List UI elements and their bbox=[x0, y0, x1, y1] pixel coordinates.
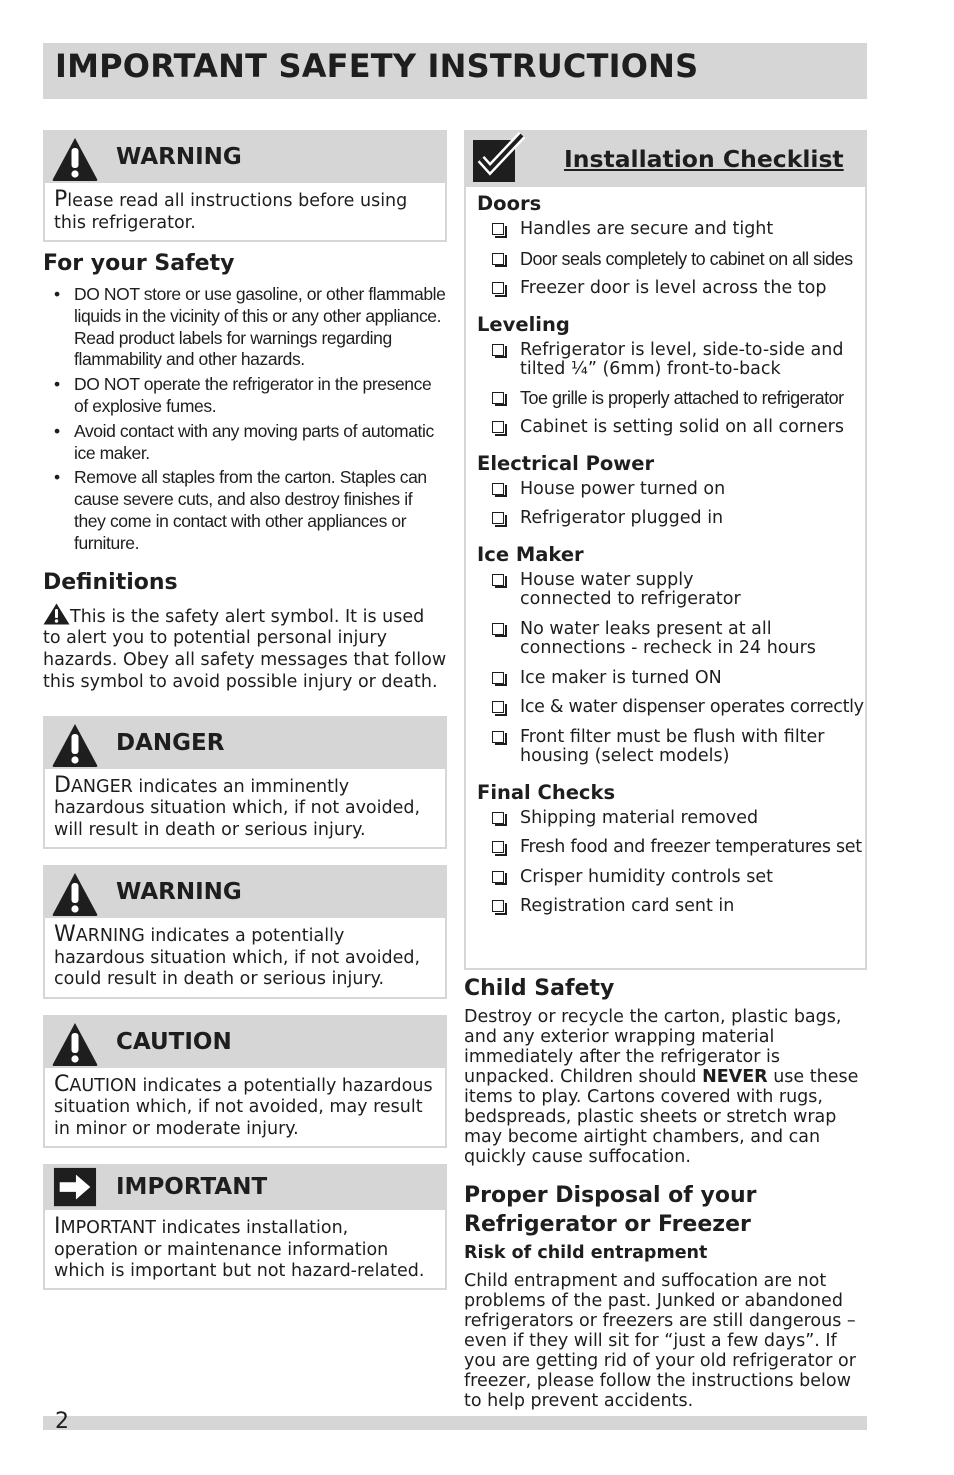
definitions-body: This is the safety alert symbol. It is used to alert you to potential personal injury hazards. Obey all safety messages that follow this symbol to avoid possible injury or death. bbox=[43, 606, 447, 692]
arrow-right-icon bbox=[51, 1166, 99, 1210]
list-item-text: Avoid contact with any moving parts of automatic ice maker. bbox=[74, 420, 434, 463]
warning-triangle-icon bbox=[51, 871, 99, 917]
checkbox-icon bbox=[492, 512, 504, 524]
lead-letter: C bbox=[54, 1071, 70, 1097]
checklist-item-text: Cabinet is setting solid on all corners bbox=[520, 417, 844, 437]
installation-checklist bbox=[464, 130, 867, 970]
important-box bbox=[43, 1164, 447, 1290]
checkbox-icon bbox=[492, 871, 504, 883]
checklist-item-text: Shipping material removed bbox=[520, 807, 759, 828]
checklist-item bbox=[477, 480, 865, 500]
checkbox-icon bbox=[492, 900, 504, 912]
checklist-item-text: Ice & water dispenser operates correctly bbox=[520, 697, 864, 717]
warning-triangle-icon bbox=[51, 1021, 99, 1067]
lead-letter: I bbox=[54, 1214, 61, 1240]
danger-header bbox=[45, 718, 445, 769]
warning-signal-word: WARNING bbox=[116, 879, 242, 906]
checklist-item bbox=[477, 250, 865, 270]
checklist-item bbox=[477, 868, 865, 888]
checkbox-icon bbox=[492, 483, 504, 495]
checklist-item-text: Toe grille is properly attached to refrigerator bbox=[520, 387, 844, 408]
group-heading: Ice Maker bbox=[477, 542, 584, 566]
footer-bar bbox=[43, 1416, 867, 1430]
checklist-item bbox=[477, 341, 865, 379]
checklist-group-final-checks bbox=[466, 781, 865, 917]
checkbox-icon bbox=[492, 812, 504, 824]
lead-letter: W bbox=[54, 922, 76, 948]
checklist-item bbox=[477, 279, 865, 299]
checklist-item bbox=[477, 669, 865, 689]
checkbox-icon bbox=[492, 344, 504, 356]
important-body: indicates installation, operation or maintenance information which is important but not hazard-related. bbox=[54, 1218, 425, 1282]
checklist-item bbox=[477, 809, 865, 829]
checklist-group-leveling bbox=[466, 313, 865, 438]
checklist-item-text: Refrigerator is level, side-to-side and tilted ¼” (6mm) front-to-back bbox=[520, 339, 844, 379]
warning-intro-signal-word: WARNING bbox=[116, 144, 242, 170]
checklist-item bbox=[477, 698, 865, 718]
list-item: • Avoid contact with any moving parts of automatic ice maker. bbox=[54, 420, 434, 463]
child-safety-body: Destroy or recycle the carton, plastic bags, and any exterior wrapping material immediately after the refrigerator is unpacked. Children should bbox=[464, 1007, 842, 1087]
danger-signal-word: DANGER bbox=[116, 729, 225, 756]
list-item-text: Remove all staples from the carton. Staples can cause severe cuts, and also destroy finishes if they come in contact with other appliances or furniture. bbox=[74, 467, 427, 553]
checklist-item bbox=[477, 509, 865, 529]
right-column bbox=[464, 130, 867, 1411]
left-column bbox=[43, 130, 447, 1306]
disposal-text: Child entrapment and suffocation are not problems of the past. Junked or abandoned refrigerators or freezers are still dangerous – even if they will sit for “just a few days”. If you are getting rid of your old refrigerator or freezer, please follow the instructions below to help prevent accidents. bbox=[464, 1271, 856, 1411]
definitions-text bbox=[43, 603, 447, 694]
list-item-text: DO NOT store or use gasoline, or other flammable liquids in the vicinity of this or any other appliance. Read product labels for warnings regarding flammability and other hazards. bbox=[74, 284, 446, 370]
warning-body: indicates a potentially hazardous situation which, if not avoided, could result in death or serious injury. bbox=[54, 926, 421, 990]
page-number: 2 bbox=[55, 1409, 69, 1434]
checkbox-icon bbox=[492, 282, 504, 294]
warning-intro-box bbox=[43, 130, 447, 242]
checklist-item-text: Door seals completely to cabinet on all sides bbox=[520, 248, 853, 269]
checklist-item-text: Front filter must be flush with filter housing (select models) bbox=[520, 726, 825, 766]
checkbox-icon bbox=[492, 841, 504, 853]
warning-triangle-icon bbox=[51, 136, 99, 182]
checkbox-icon bbox=[492, 672, 504, 684]
lead-rest: ARNING bbox=[75, 926, 145, 947]
checklist-item-text: House power turned on bbox=[520, 478, 726, 499]
group-heading: Electrical Power bbox=[477, 451, 655, 475]
warning-intro-body: lease read all instructions before using this refrigerator. bbox=[54, 191, 408, 233]
checkbox-icon bbox=[492, 623, 504, 635]
list-item-text: DO NOT operate the refrigerator in the presence of explosive fumes. bbox=[74, 374, 432, 416]
caution-text bbox=[45, 1068, 445, 1147]
checklist-item bbox=[477, 897, 865, 917]
safety-alert-icon bbox=[43, 603, 70, 625]
checklist-item-text: Ice maker is turned ON bbox=[520, 667, 722, 688]
checklist-group-electrical bbox=[466, 452, 865, 529]
checklist-item-text: House water supply connected to refrigerator bbox=[520, 569, 741, 609]
checklist-item bbox=[477, 728, 865, 767]
group-heading: Leveling bbox=[477, 312, 570, 336]
checklist-item bbox=[477, 389, 865, 409]
warning-intro-text bbox=[45, 183, 445, 240]
lead-rest: ANGER bbox=[70, 776, 133, 797]
warning-box bbox=[43, 865, 447, 999]
page-title-bar bbox=[43, 43, 867, 99]
lead-rest: AUTION bbox=[69, 1075, 137, 1096]
disposal-subheading: Risk of child entrapment bbox=[464, 1243, 708, 1263]
checkbox-icon bbox=[492, 701, 504, 713]
checklist-item bbox=[477, 838, 865, 858]
child-safety-emphasis: NEVER bbox=[702, 1067, 768, 1087]
checklist-item-text: Fresh food and freezer temperatures set bbox=[520, 837, 862, 857]
checklist-item-text: Freezer door is level across the top bbox=[520, 278, 827, 298]
list-item: • DO NOT operate the refrigerator in the presence of explosive fumes. bbox=[54, 374, 432, 416]
caution-header bbox=[45, 1017, 445, 1068]
caution-signal-word: CAUTION bbox=[116, 1028, 232, 1055]
child-safety-text bbox=[464, 1007, 867, 1167]
checklist-item bbox=[477, 571, 865, 610]
checklist-item bbox=[477, 620, 865, 659]
checkbox-icon bbox=[492, 223, 504, 235]
list-item: • Remove all staples from the carton. Staples can cause severe cuts, and also destroy finishes if they come in contact with other appliances or furniture. bbox=[54, 467, 427, 553]
group-heading: Final Checks bbox=[477, 780, 616, 804]
danger-box bbox=[43, 716, 447, 850]
checklist-item-text: Crisper humidity controls set bbox=[520, 866, 773, 887]
lead-rest: MPORTANT bbox=[60, 1218, 156, 1239]
lead-letter: P bbox=[54, 187, 68, 212]
checkbox-icon bbox=[492, 731, 504, 743]
definitions-heading: Definitions bbox=[43, 569, 178, 595]
important-signal-word: IMPORTANT bbox=[116, 1174, 268, 1201]
checkbox-icon bbox=[492, 253, 504, 265]
checkbox-icon bbox=[492, 421, 504, 433]
checklist-item bbox=[477, 220, 865, 240]
caution-body: indicates a potentially hazardous situation which, if not avoided, may result in minor or moderate injury. bbox=[54, 1075, 433, 1139]
checklist-item bbox=[477, 418, 865, 438]
warning-header bbox=[45, 867, 445, 918]
warning-triangle-icon bbox=[51, 722, 99, 768]
danger-body: indicates an imminently hazardous situation which, if not avoided, will result in death or serious injury. bbox=[54, 776, 421, 840]
checklist-item-text: Handles are secure and tight bbox=[520, 219, 774, 239]
safety-list bbox=[43, 284, 447, 555]
danger-text bbox=[45, 769, 445, 848]
child-safety-body-end: use these items to play. Cartons covered with rugs, bedspreads, plastic sheets or stretch wrap may become airtight chambers, and can quickly cause suffocation. bbox=[464, 1067, 859, 1167]
checklist-item-text: Registration card sent in bbox=[520, 896, 735, 916]
checklist-title: Installation Checklist bbox=[564, 145, 844, 173]
important-text bbox=[45, 1210, 445, 1289]
list-item: • DO NOT store or use gasoline, or other flammable liquids in the vicinity of this or any other appliance. Read product labels for warnings regarding flammability and other hazards. bbox=[54, 284, 446, 370]
checkbox-icon bbox=[492, 392, 504, 404]
checkmark-box-icon bbox=[470, 132, 526, 185]
checklist-group-ice-maker bbox=[466, 543, 865, 767]
checklist-header bbox=[466, 132, 865, 187]
lead-letter: D bbox=[54, 772, 71, 798]
important-header bbox=[45, 1166, 445, 1210]
for-your-safety-heading: For your Safety bbox=[43, 251, 235, 276]
child-safety-heading: Child Safety bbox=[464, 976, 615, 1001]
page-title: IMPORTANT SAFETY INSTRUCTIONS bbox=[55, 47, 699, 85]
caution-box bbox=[43, 1015, 447, 1149]
checklist-item-text: No water leaks present at all connections - recheck in 24 hours bbox=[520, 618, 816, 658]
checklist-item-text: Refrigerator plugged in bbox=[520, 508, 724, 528]
warning-intro-header bbox=[45, 132, 445, 183]
warning-text bbox=[45, 918, 445, 997]
disposal-heading: Proper Disposal of your Refrigerator or Freezer bbox=[464, 1183, 757, 1237]
group-heading: Doors bbox=[477, 192, 542, 215]
checklist-group-doors bbox=[466, 192, 865, 299]
checkbox-icon bbox=[492, 574, 504, 586]
